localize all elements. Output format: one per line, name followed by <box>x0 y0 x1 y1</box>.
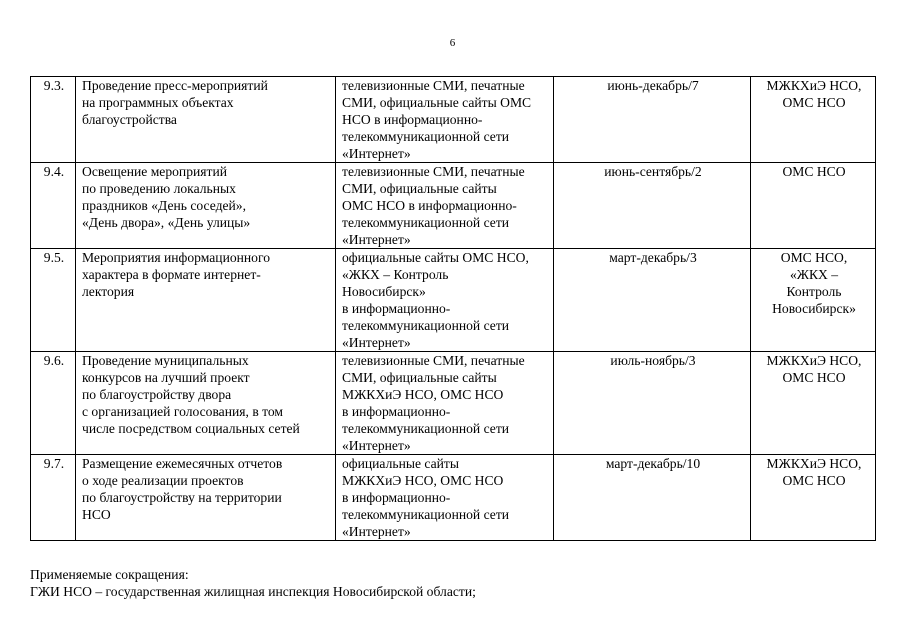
responsible-text: ОМС НСО <box>782 164 846 179</box>
abbreviations-heading: Применяемые сокращения: <box>30 567 189 582</box>
row-number: 9.4. <box>31 163 76 249</box>
media-channels <box>336 455 554 541</box>
media-channels-text: официальные сайты ОМС НСО, «ЖКХ – Контроль Новосибирск» в информационно- телекоммуникационной сети «Интернет» <box>342 250 529 350</box>
media-channels-text: официальные сайты МЖКХиЭ НСО, ОМС НСО в информационно- телекоммуникационной сети «Интернет» <box>342 456 510 539</box>
period: июль-ноябрь/3 <box>554 352 751 455</box>
responsible-text: МЖКХиЭ НСО, ОМС НСО <box>766 456 862 488</box>
abbreviations-section <box>30 566 875 600</box>
event-name <box>76 352 336 455</box>
responsible <box>751 352 876 455</box>
event-name-text: Мероприятия информационного характера в формате интернет- лектория <box>82 250 271 299</box>
media-channels-text: телевизионные СМИ, печатные СМИ, официальные сайты ОМС НСО в информационно- телекоммуникационной сети «Интернет» <box>342 164 525 247</box>
row-number: 9.7. <box>31 455 76 541</box>
event-name <box>76 163 336 249</box>
responsible-text: МЖКХиЭ НСО, ОМС НСО <box>766 78 862 110</box>
responsible <box>751 163 876 249</box>
event-name-text: Размещение ежемесячных отчетов о ходе реализации проектов по благоустройству на территории НСО <box>82 456 283 522</box>
period: март-декабрь/3 <box>554 249 751 352</box>
row-number: 9.6. <box>31 352 76 455</box>
media-channels <box>336 352 554 455</box>
media-channels <box>336 249 554 352</box>
table-row <box>31 455 876 541</box>
row-number: 9.5. <box>31 249 76 352</box>
table-row <box>31 352 876 455</box>
table-row <box>31 163 876 249</box>
page-number: 6 <box>449 37 456 49</box>
event-name <box>76 77 336 163</box>
event-name-text: Проведение пресс-мероприятий на программных объектах благоустройства <box>82 78 268 127</box>
period: март-декабрь/10 <box>554 455 751 541</box>
event-name <box>76 455 336 541</box>
table-row <box>31 249 876 352</box>
media-channels <box>336 77 554 163</box>
row-number: 9.3. <box>31 77 76 163</box>
period: июнь-сентябрь/2 <box>554 163 751 249</box>
media-channels-text: телевизионные СМИ, печатные СМИ, официальные сайты ОМС НСО в информационно- телекоммуникационной сети «Интернет» <box>342 78 532 161</box>
media-channels-text: телевизионные СМИ, печатные СМИ, официальные сайты МЖКХиЭ НСО, ОМС НСО в информационно- телекоммуникационной сети «Интернет» <box>342 353 525 453</box>
event-name-text: Проведение муниципальных конкурсов на лучший проект по благоустройству двора с организацией голосования, в том числе посредством социальных сетей <box>82 353 300 436</box>
events-table <box>30 76 876 541</box>
responsible <box>751 77 876 163</box>
abbreviation-line: ГЖИ НСО – государственная жилищная инспекция Новосибирской области; <box>30 584 476 599</box>
responsible <box>751 249 876 352</box>
responsible <box>751 455 876 541</box>
media-channels <box>336 163 554 249</box>
event-name-text: Освещение мероприятий по проведению локальных праздников «День соседей», «День двора», «День улицы» <box>82 164 251 230</box>
responsible-text: ОМС НСО, «ЖКХ – Контроль Новосибирск» <box>772 250 856 316</box>
event-name <box>76 249 336 352</box>
responsible-text: МЖКХиЭ НСО, ОМС НСО <box>766 353 862 385</box>
period: июнь-декабрь/7 <box>554 77 751 163</box>
table-row <box>31 77 876 163</box>
